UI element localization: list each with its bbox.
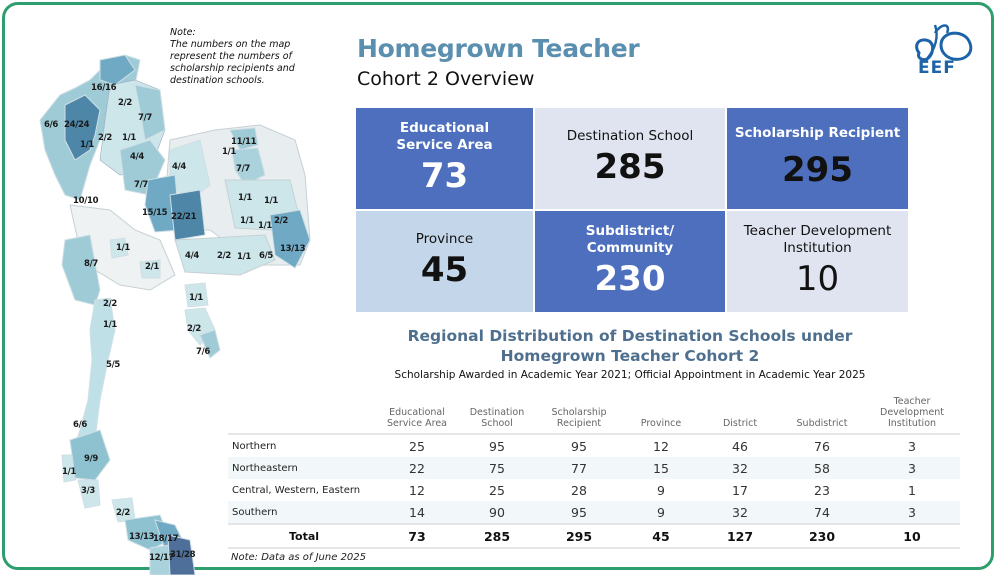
row-label: Northern [232,440,277,452]
map-label: 2/2 [118,98,133,108]
table-cell: 22 [376,457,458,479]
stat-scholarship-recipient [727,108,908,209]
table-cell: 32 [700,457,780,479]
page-title: Homegrown Teacher [357,34,640,63]
page-subtitle: Cohort 2 Overview [357,68,535,90]
map-label: 2/2 [98,133,113,143]
map-label: 1/1 [237,252,252,262]
table-cell: 32 [700,501,780,524]
map-label: 1/1 [264,196,279,206]
table-cell: 12 [409,482,425,498]
table-cell: 58 [780,457,864,479]
map-label: 2/2 [217,251,232,261]
map-label: 4/4 [185,251,200,261]
table-total-row [228,524,960,548]
column-header: Educational Service Area [376,396,458,434]
stat-value: 10 [795,259,840,299]
map-label: 6/6 [44,120,59,130]
map-label: 1/1 [189,293,204,303]
column-header: Province [622,396,700,434]
table-cell: 75 [458,457,536,479]
table-cell: 73 [376,524,458,548]
table-cell: 45 [622,524,700,548]
table-cell: 25 [489,482,505,498]
table-row [228,434,960,457]
stat-value: 45 [420,250,469,290]
stat-label: Destination School [566,128,694,144]
table-cell: 230 [780,524,864,548]
row-label: Central, Western, Eastern [232,484,361,496]
table-cell: 9 [657,482,665,498]
table-cell: 15 [622,457,700,479]
stat-value: 230 [594,259,666,299]
map-label: 22/21 [171,212,197,222]
table-cell: 12 [653,438,669,454]
table-cell: 28 [571,482,587,498]
map-label: 2/1 [145,262,160,272]
map-label: 13/13 [280,244,306,254]
map-label: 16/16 [91,83,117,93]
map-label: 3/3 [81,486,96,496]
table-cell: 1 [908,482,916,498]
map-note-line: destination schools. [170,75,265,86]
section-subtitle: Scholarship Awarded in Academic Year 2021; Official Appointment in Academic Year 2025 [394,369,866,381]
map-label: 1/1 [122,133,137,143]
map-label: 11/11 [231,137,257,147]
map-label: 4/4 [130,152,145,162]
map-label: 10/10 [73,196,99,206]
stats-grid [356,108,904,312]
map-label: 1/1 [116,243,131,253]
map-label: 1/1 [238,193,253,203]
map-label: 7/6 [196,347,211,357]
section-title [350,326,910,366]
table-cell: 25 [409,438,425,454]
map-label: 2/2 [187,324,202,334]
stat-label: Educational Service Area [396,120,493,153]
stat-value: 285 [594,147,666,187]
map-note-line: scholarship recipients and [170,63,295,74]
column-header [228,396,376,434]
stat-destination-school [535,108,725,209]
table-cell: 90 [458,501,536,524]
row-label: Northeastern [228,457,376,479]
map-label: 6/5 [259,251,274,261]
map-label: 1/1 [62,467,77,477]
column-header: District [700,396,780,434]
column-header: Scholarship Recipient [536,396,622,434]
table-cell: 3 [864,457,960,479]
map-label: 2/2 [116,508,131,518]
section-title-line: Regional Distribution of Destination Schools under [407,327,853,345]
table-cell: 295 [536,524,622,548]
stat-educational-service-area [356,108,533,209]
map-label: 24/24 [64,120,90,130]
column-header: Subdistrict [780,396,864,434]
table-cell: 77 [536,457,622,479]
footnote: Note: Data as of June 2025 [231,552,367,563]
stat-label: Subdistrict/ Community [585,223,675,256]
stat-value: 295 [782,150,853,190]
column-header: Destination School [458,396,536,434]
table-cell: 23 [814,482,830,498]
map-label: 2/2 [103,299,118,309]
map-label: 1/1 [258,221,273,231]
map-label: 1/1 [240,216,255,226]
table-cell: 95 [571,438,587,454]
map-label: 1/1 [103,320,118,330]
regional-distribution-table [228,396,960,549]
stat-province [356,211,533,312]
map-note-line: represent the numbers of [170,51,292,62]
map-label: 31/28 [170,550,196,560]
map-label: 15/15 [142,208,168,218]
map-label: 4/4 [172,162,187,172]
table-cell: 285 [458,524,536,548]
map-label: 9/9 [84,454,99,464]
map-label: 12/1? [149,553,174,563]
map-note [170,27,340,87]
table-cell: 17 [732,482,748,498]
stat-value: 73 [420,156,469,196]
table-cell: 76 [814,438,830,454]
table-cell: 10 [864,524,960,548]
map-note-line: The numbers on the map [170,39,291,50]
stat-subdistrict-community [535,211,725,312]
table-row [228,501,960,524]
map-label: 13/13 [129,532,155,542]
map-note-line: Note: [170,27,196,38]
table-cell: 46 [732,438,748,454]
table-cell: 127 [700,524,780,548]
table-cell: 3 [864,501,960,524]
map-label: 5/5 [106,360,121,370]
table-cell: 3 [908,438,916,454]
row-label: Southern [228,501,376,524]
map-label: 7/7 [134,180,149,190]
table-row [228,479,960,501]
row-label: Total [228,524,376,548]
table-row [228,457,960,479]
table-cell: 9 [622,501,700,524]
logo-text: EEF [918,58,956,78]
stat-label: Province [415,231,474,247]
map-label: 1/1 [222,147,237,157]
map-label: 8/7 [84,259,99,269]
map-label: 6/6 [73,420,88,430]
table-cell: 14 [376,501,458,524]
stat-label: Scholarship Recipient [734,125,901,141]
column-header: Teacher Development Institution [864,396,960,434]
map-label: 1/1 [80,140,95,150]
section-title-line: Homegrown Teacher Cohort 2 [500,347,760,365]
stat-label: Teacher Development Institution [743,223,892,256]
table-header-row [228,396,960,434]
table-cell: 74 [780,501,864,524]
stat-teacher-development-institution [727,211,908,312]
map-label: 7/7 [138,113,153,123]
table-cell: 95 [536,501,622,524]
table-cell: 95 [489,438,505,454]
map-label: 7/7 [236,164,251,174]
map-label: 18/17 [153,534,179,544]
map-label: 2/2 [274,216,289,226]
